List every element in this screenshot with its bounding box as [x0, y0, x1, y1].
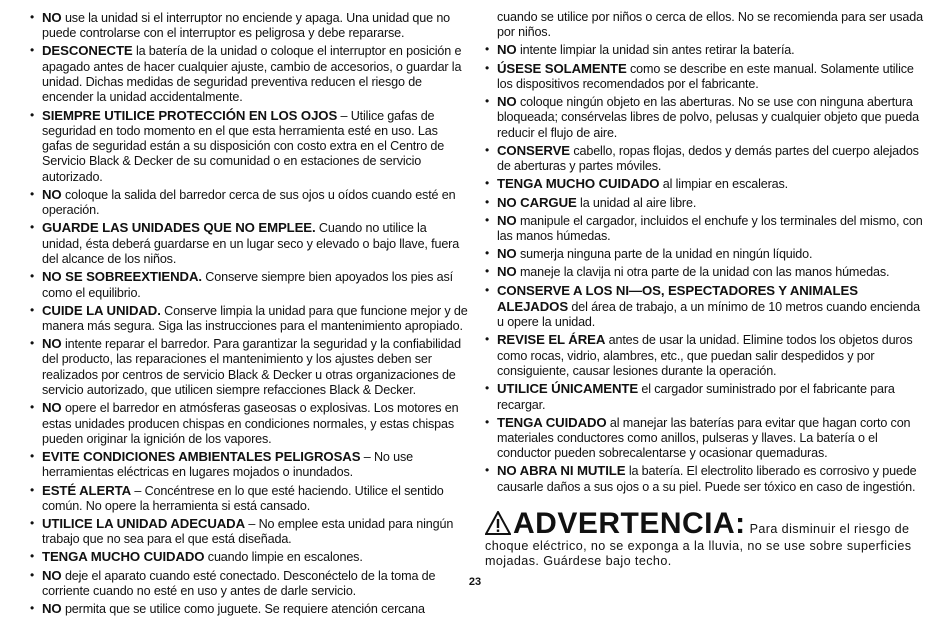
- safety-item: [30, 187, 470, 219]
- safety-item-lead: NO: [497, 94, 517, 110]
- safety-item-text: sumerja ninguna parte de la unidad en ningún líquido.: [516, 247, 813, 262]
- safety-item-text: Conserve siempre bien apoyados los pies así como el equilibrio.: [42, 270, 453, 300]
- safety-item-lead: CUIDE LA UNIDAD.: [42, 302, 161, 318]
- safety-item-lead: TENGA MUCHO CUIDADO: [42, 549, 205, 565]
- safety-item-text: cabello, ropas flojas, dedos y demás partes del cuerpo alejados de aberturas y partes móviles.: [497, 143, 919, 174]
- safety-item-lead: TENGA MUCHO CUIDADO: [497, 176, 660, 192]
- safety-item-text: al limpiar en escaleras.: [659, 177, 788, 192]
- safety-item: [485, 332, 930, 379]
- safety-item-text: la unidad al aire libre.: [576, 195, 697, 210]
- safety-item-text: intente limpiar la unidad sin antes retirar la batería.: [516, 43, 795, 58]
- safety-item-lead: NO: [497, 246, 517, 262]
- safety-item-lead: NO: [42, 567, 62, 583]
- right-column: [485, 10, 930, 569]
- safety-item: [485, 264, 930, 280]
- safety-item: [485, 195, 930, 211]
- safety-item: [485, 61, 930, 93]
- safety-item: [485, 246, 930, 262]
- safety-item-text: coloque ningún objeto en las aberturas. No se use con ninguna abertura bloqueada; consérvelas libres de polvo, pelusas y cualquier objeto que pueda reducir el flujo de aire.: [497, 95, 919, 140]
- safety-item-text: deje el aparato cuando esté conectado. Desconéctelo de la toma de corriente cuando no esté en uso y antes de darle servicio.: [42, 568, 436, 598]
- safety-item-text: como se describe en este manual. Solamente utilice los dispositivos recomendados por el fabricante.: [497, 61, 914, 91]
- safety-item: [30, 108, 470, 185]
- warning-box: [485, 509, 930, 569]
- safety-item-lead: CONSERVE: [497, 142, 570, 158]
- warning-triangle-icon: [485, 511, 511, 535]
- safety-item-text: la batería de la unidad o coloque el interruptor en posición e apagado antes de hacer cualquier ajuste, cambio de accesorios, o guardar la unidad. Dichas medidas de seguridad preventiva reducen el riesgo de encender la unidad accidentalmente.: [42, 44, 462, 105]
- warning-heading-text: ADVERTENCIA:: [513, 507, 746, 541]
- safety-item-lead: NO SE SOBREEXTIENDA.: [42, 269, 202, 285]
- safety-item-text: Conserve limpia la unidad para que funcione mejor y de manera más segura. Siga las instrucciones para el mantenimiento apropiado.: [42, 303, 468, 333]
- safety-item: [30, 10, 470, 42]
- safety-item-lead: GUARDE LAS UNIDADES QUE NO EMPLEE.: [42, 220, 316, 236]
- continued-paragraph: cuando se utilice por niños o cerca de ellos. No se recomienda para ser usada por niños.: [497, 10, 923, 40]
- safety-item-text: – Utilice gafas de seguridad en todo momento en el que esta herramienta esté en uso. Las gafas de seguridad están a su disposición con costo extra en el Centro de Servicio Black & Decker de su comunidad o en estaciones de servicio autorizado.: [42, 108, 445, 184]
- safety-item-text: maneje la clavija ni otra parte de la unidad con las manos húmedas.: [516, 265, 890, 280]
- safety-item: [30, 549, 470, 565]
- safety-item-text: el cargador suministrado por el fabricante para recargar.: [497, 382, 895, 412]
- safety-item-lead: NO: [42, 601, 62, 617]
- safety-item: [30, 336, 470, 398]
- safety-item-text: Cuando no utilice la unidad, ésta deberá guardarse en un lugar seco y elevado o bajo llave, fuera del alcance de los niños.: [42, 221, 460, 267]
- safety-item-text: permita que se utilice como juguete. Se requiere atención cercana: [61, 602, 425, 617]
- safety-item: [485, 283, 930, 331]
- safety-item-lead: ÚSESE SOLAMENTE: [497, 60, 627, 76]
- safety-item-text: al manejar las baterías para evitar que hagan corto con materiales conductores como anillos, pulseras y llaves. La batería o el conductor pueden sobrecalentarse y ocasionar quemaduras.: [497, 415, 911, 461]
- safety-item-text: antes de usar la unidad. Elimine todos los objetos duros como rocas, vidrio, alambres, etc., que puedan salir despedidos y por consiguiente, causar lesiones durante la operación.: [497, 333, 913, 379]
- safety-item-lead: NO: [42, 336, 62, 352]
- safety-item: [485, 381, 930, 413]
- safety-item-lead: CONSERVE A LOS NI—OS, ESPECTADORES Y ANIMALES ALEJADOS: [497, 282, 858, 314]
- safety-item-text: use la unidad si el interruptor no enciende y apaga. Una unidad que no puede controlarse con el interruptor es peligrosa y debe repararse.: [42, 11, 451, 41]
- warning-text: choque eléctrico, no se exponga a la lluvia, no se use sobre superficies mojadas. Guárdese bajo techo.: [485, 539, 912, 569]
- safety-item-lead: TENGA CUIDADO: [497, 414, 607, 430]
- safety-item: [30, 449, 470, 481]
- safety-item: [30, 269, 470, 301]
- safety-item: [485, 94, 930, 141]
- safety-item-lead: NO: [497, 264, 517, 280]
- safety-item-text: – Concéntrese en lo que esté haciendo. Utilice el sentido común. No opere la herramienta si está cansado.: [42, 483, 444, 513]
- safety-item-lead: NO CARGUE: [497, 194, 577, 210]
- right-safety-list: [485, 10, 930, 495]
- safety-item-text: cuando limpie en escalones.: [204, 550, 363, 565]
- safety-item-lead: UTILICE ÚNICAMENTE: [497, 381, 639, 397]
- safety-item: [30, 516, 470, 548]
- safety-item: [485, 463, 930, 495]
- safety-item-text: la batería. El electrolito liberado es corrosivo y puede causarle daños a sus ojos o a su piel. Puede ser tóxico en caso de ingestión.: [497, 464, 917, 494]
- safety-item: [485, 42, 930, 58]
- safety-item: [485, 176, 930, 192]
- page-number: 23: [468, 576, 482, 588]
- safety-item-text: – No emplee esta unidad para ningún trabajo que no sea para el que está diseñada.: [42, 517, 454, 547]
- safety-item: [30, 483, 470, 515]
- safety-item-lead: NO: [42, 10, 62, 25]
- safety-item-text: del área de trabajo, a un mínimo de 10 metros cuando encienda u opere la unidad.: [497, 299, 920, 330]
- left-column: [30, 10, 470, 619]
- safety-item: [30, 400, 470, 447]
- safety-item-text: – No use herramientas eléctricas en lugares mojados o inundados.: [42, 450, 413, 480]
- safety-item: [30, 303, 470, 335]
- safety-item-lead: NO: [497, 42, 517, 58]
- safety-item-lead: SIEMPRE UTILICE PROTECCIÓN EN LOS OJOS: [42, 107, 338, 123]
- safety-item: [485, 415, 930, 462]
- safety-item-text: coloque la salida del barredor cerca de sus ojos u oídos cuando esté en operación.: [42, 187, 456, 218]
- left-safety-list: [30, 10, 470, 617]
- safety-item: [485, 213, 930, 245]
- warning-heading: [485, 507, 746, 540]
- safety-item: [485, 143, 930, 175]
- safety-item: [30, 601, 470, 617]
- warning-text-inline: Para disminuir el riesgo de: [745, 522, 910, 537]
- safety-item: [30, 220, 470, 267]
- safety-item-lead: DESCONECTE: [42, 43, 133, 59]
- safety-item-lead: ESTÉ ALERTA: [42, 482, 132, 498]
- safety-item-lead: REVISE EL ÁREA: [497, 332, 606, 348]
- safety-item-text: opere el barredor en atmósferas gaseosas o explosivas. Los motores en estas unidades producen chispas en condiciones normales, y estas chispas pueden originar la ignición de los vapores.: [42, 401, 459, 446]
- safety-item-lead: NO: [42, 186, 62, 202]
- safety-item-lead: NO: [42, 400, 62, 416]
- safety-item-lead: NO ABRA NI MUTILE: [497, 463, 626, 479]
- safety-item-lead: EVITE CONDICIONES AMBIENTALES PELIGROSAS: [42, 449, 361, 465]
- safety-item-text: manipule el cargador, incluidos el enchufe y los terminales del mismo, con las manos húmedas.: [497, 213, 923, 244]
- safety-item-text: intente reparar el barredor. Para garantizar la seguridad y la confiabilidad del producto, las reparaciones el mantenimiento y los ajustes deben ser realizados por centros de servicio Black & Decker u otras organizaciones de servicio autorizado, que utilicen siempre refacciones Black & Decker.: [42, 337, 461, 398]
- safety-item: [30, 43, 470, 105]
- safety-item-lead: UTILICE LA UNIDAD ADECUADA: [42, 516, 246, 531]
- safety-item-lead: NO: [497, 212, 517, 228]
